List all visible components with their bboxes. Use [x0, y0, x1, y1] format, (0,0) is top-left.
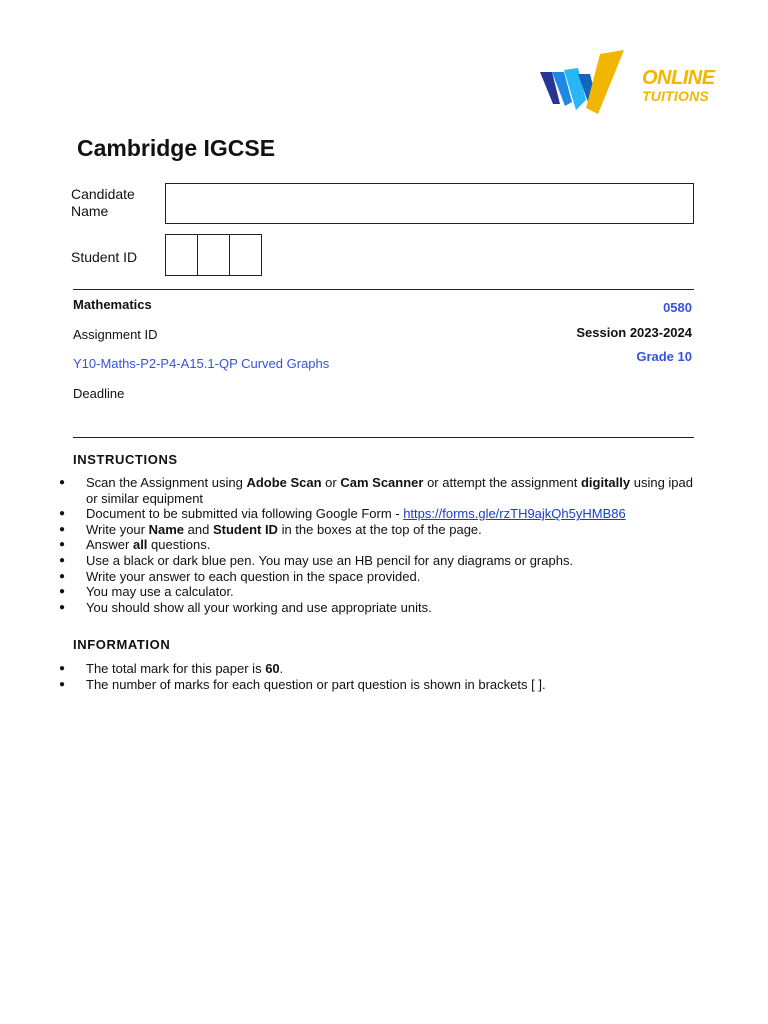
student-id-field[interactable]	[165, 234, 262, 276]
student-id-box-1[interactable]	[166, 235, 198, 275]
list-item: ● Write your Name and Student ID in the boxes at the top of the page.	[59, 521, 482, 537]
student-id-label: Student ID	[71, 249, 138, 265]
candidate-label-line1: Candidate	[71, 186, 135, 202]
subject-label: Mathematics	[73, 297, 152, 312]
deadline-label: Deadline	[73, 386, 125, 401]
bullet-icon: ●	[59, 678, 66, 690]
list-item: ● The number of marks for each question or part question is shown in brackets [ ].	[59, 676, 546, 692]
assignment-id-label: Assignment ID	[73, 327, 158, 342]
candidate-name-field[interactable]	[165, 183, 694, 224]
list-item: ● Scan the Assignment using Adobe Scan or Cam Scanner or attempt the assignment digitally using ipad or similar equipment	[59, 475, 693, 506]
candidate-name-label	[71, 186, 135, 220]
bullet-icon: ●	[59, 508, 66, 520]
instructions-heading: INSTRUCTIONS	[73, 452, 178, 467]
information-list	[59, 661, 706, 692]
syllabus-code: 0580	[663, 300, 692, 315]
divider-bottom	[73, 437, 694, 438]
bullet-icon: ●	[59, 570, 66, 582]
grade-label: Grade 10	[636, 349, 692, 364]
bullet-icon: ●	[59, 477, 66, 488]
bullet-icon: ●	[59, 586, 66, 598]
logo-text-online: ONLINE	[642, 67, 715, 89]
assignment-id-value: Y10-Maths-P2-P4-A15.1-QP Curved Graphs	[73, 356, 330, 371]
bullet-icon: ●	[59, 601, 66, 613]
instructions-list	[59, 475, 706, 615]
list-item: ● Write your answer to each question in the space provided.	[59, 568, 421, 584]
list-item: ● You should show all your working and use appropriate units.	[59, 599, 432, 615]
candidate-label-line2: Name	[71, 203, 109, 219]
logo-text-tuitions: TUITIONS	[642, 88, 709, 104]
page-title: Cambridge IGCSE	[77, 135, 276, 161]
bullet-icon: ●	[59, 554, 66, 566]
list-item: ● The total mark for this paper is 60.	[59, 661, 284, 676]
information-heading: INFORMATION	[73, 637, 171, 652]
list-item: ● Answer all questions.	[59, 537, 211, 553]
list-item: ● Document to be submitted via following Google Form - https://forms.gle/rzTH9ajkQh5yHMB86	[59, 506, 626, 522]
divider-top	[73, 289, 694, 290]
list-item: ● Use a black or dark blue pen. You may use an HB pencil for any diagrams or graphs.	[59, 552, 574, 568]
bullet-icon: ●	[59, 523, 66, 535]
student-id-box-2[interactable]	[198, 235, 230, 275]
session-label: Session 2023-2024	[576, 325, 692, 340]
bullet-icon: ●	[59, 663, 66, 674]
list-item: ● You may use a calculator.	[59, 584, 234, 600]
online-tuitions-logo	[538, 48, 715, 122]
bullet-icon: ●	[59, 539, 66, 551]
google-form-link[interactable]: https://forms.gle/rzTH9ajkQh5yHMB86	[403, 506, 626, 522]
logo-w-mark-icon	[538, 48, 642, 122]
